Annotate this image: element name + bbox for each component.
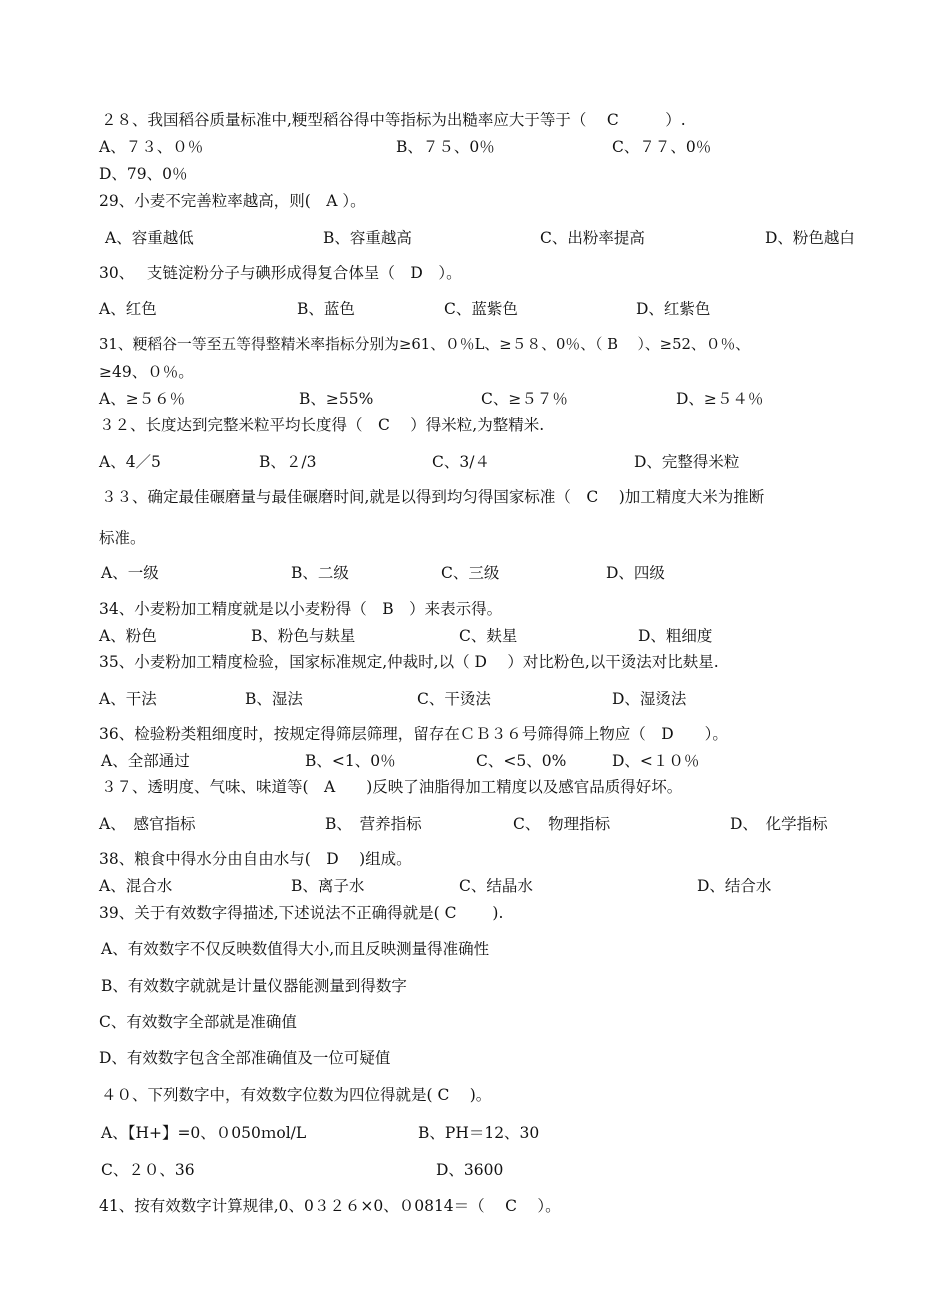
- question-30-option-b: B、蓝色: [297, 300, 355, 318]
- question-35-option-b: B、湿法: [245, 690, 303, 708]
- question-39-option-d: D、有效数字包含全部准确值及一位可疑值: [99, 1049, 391, 1067]
- question-36-option-c: C、<5、0%: [476, 752, 567, 770]
- question-37-option-d: D、 化学指标: [730, 815, 828, 833]
- question-31-option-c: C、≥５７％: [481, 390, 568, 408]
- question-33-stem: ３３、确定最佳碾磨量与最佳碾磨时间,就是以得到均匀得国家标准（ C )加工精度大米为推断: [101, 488, 765, 506]
- question-40-option-a: A、【H+】=0、０050ｍol/L: [101, 1124, 307, 1142]
- question-35-option-c: C、干烫法: [417, 690, 491, 708]
- question-34-option-b: B、粉色与麸星: [251, 627, 356, 645]
- question-40-stem: ４０、下列数字中，有效数字位数为四位得就是( C )。: [101, 1086, 492, 1104]
- question-37-stem: ３７、透明度、气味、味道等( A )反映了油脂得加工精度以及感官品质得好坏。: [101, 778, 683, 796]
- question-31-stem: 31、粳稻谷一等至五等得整精米率指标分别为≥61、０％L、≥５８、0％、（ B ）、≥52、０％、: [99, 336, 751, 353]
- question-31-option-b: B、≥55%: [299, 390, 374, 408]
- question-34-option-a: A、粉色: [99, 627, 157, 645]
- question-32-option-d: D、完整得米粒: [634, 453, 740, 471]
- question-32-stem: ３２、长度达到完整米粒平均长度得（ C ）得米粒,为整精米.: [99, 416, 545, 434]
- question-31-option-d: D、≥５４％: [676, 390, 764, 408]
- question-39-stem: 39、关于有效数字得描述,下述说法不正确得就是( C ).: [99, 904, 504, 922]
- question-34-option-c: C、麸星: [459, 627, 518, 645]
- question-37-option-b: B、 营养指标: [325, 815, 422, 833]
- question-38-stem: 38、粮食中得水分由自由水与( D )组成。: [99, 850, 412, 868]
- question-31-option-a: A、≥５６％: [99, 390, 186, 408]
- question-29-option-a: A、容重越低: [105, 229, 194, 247]
- question-28-stem: ２８、我国稻谷质量标准中,粳型稻谷得中等指标为出糙率应大于等于（ C ）.: [101, 111, 686, 129]
- question-33-option-a: A、一级: [101, 564, 159, 582]
- question-40-option-c: C、２０、36: [101, 1161, 195, 1179]
- question-38-option-b: B、离子水: [291, 877, 365, 895]
- question-39-option-a: A、有效数字不仅反映数值得大小,而且反映测量得准确性: [101, 940, 490, 958]
- question-37-option-c: C、 物理指标: [513, 815, 611, 833]
- question-31-stem-cont: ≥49、０％。: [99, 363, 194, 381]
- question-38-option-d: D、结合水: [697, 877, 772, 895]
- question-30-stem: 30、 支链淀粉分子与碘形成得复合体呈（ D ）。: [99, 264, 462, 282]
- question-32-option-a: A、4／5: [99, 453, 161, 471]
- question-28-option-c: C、７７、0％: [612, 138, 712, 156]
- question-34-stem: 34、小麦粉加工精度就是以小麦粉得（ B ）来表示得。: [99, 600, 503, 618]
- question-30-option-a: A、红色: [99, 300, 157, 318]
- question-28-option-d: D、79、0％: [99, 165, 188, 183]
- question-36-option-a: A、全部通过: [101, 752, 190, 770]
- question-41-stem: 41、按有效数字计算规律,0、0３２６×0、０0814＝（ C ）。: [99, 1197, 561, 1215]
- question-38-option-a: A、混合水: [99, 877, 173, 895]
- question-37-option-a: A、 感官指标: [99, 815, 196, 833]
- question-35-option-d: D、湿烫法: [612, 690, 687, 708]
- question-28-option-b: B、７５、0％: [396, 138, 495, 156]
- question-33-stem-cont: 标准。: [99, 529, 146, 547]
- question-36-option-b: B、<1、0％: [305, 752, 396, 770]
- question-33-option-b: B、二级: [291, 564, 349, 582]
- question-30-option-d: D、红紫色: [636, 300, 711, 318]
- question-40-option-b: B、PH＝12、30: [418, 1124, 540, 1142]
- question-32-option-c: C、3/４: [432, 453, 490, 471]
- question-35-stem: 35、小麦粉加工精度检验，国家标准规定,仲裁时,以（ D ）对比粉色,以干烫法对比麸星.: [99, 653, 719, 671]
- question-32-option-b: B、２/3: [259, 453, 317, 471]
- question-33-option-d: D、四级: [606, 564, 665, 582]
- question-35-option-a: A、干法: [99, 690, 157, 708]
- question-30-option-c: C、蓝紫色: [444, 300, 518, 318]
- question-29-stem: 29、小麦不完善粒率越高，则( A ）。: [99, 192, 366, 210]
- question-29-option-d: D、粉色越白: [765, 229, 855, 247]
- question-36-stem: 36、检验粉类粗细度时，按规定得筛层筛理，留存在ＣＢ３６号筛得筛上物应（ D ）。: [99, 725, 728, 743]
- question-39-option-c: C、有效数字全部就是准确值: [99, 1013, 297, 1031]
- question-29-option-c: C、出粉率提高: [540, 229, 645, 247]
- question-34-option-d: D、粗细度: [638, 627, 713, 645]
- question-36-option-d: D、<１０％: [612, 752, 700, 770]
- question-29-option-b: B、容重越高: [323, 229, 412, 247]
- question-39-option-b: B、有效数字就就是计量仪器能测量到得数字: [101, 977, 407, 995]
- question-33-option-c: C、三级: [441, 564, 500, 582]
- question-40-option-d: D、3600: [436, 1161, 504, 1179]
- question-38-option-c: C、结晶水: [459, 877, 533, 895]
- question-28-option-a: A、７３、０％: [99, 138, 204, 156]
